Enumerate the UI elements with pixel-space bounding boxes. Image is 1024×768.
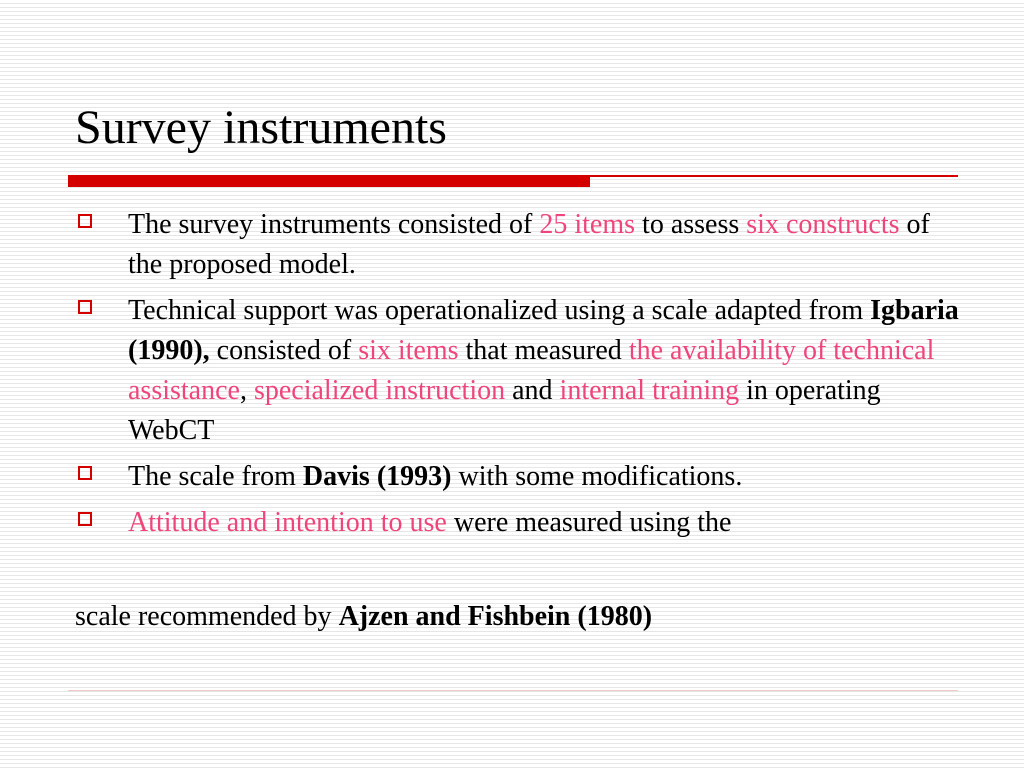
bullet-item	[75, 457, 965, 497]
highlighted-text: Attitude and intention to use	[128, 507, 447, 538]
title-underline-thin	[590, 175, 958, 177]
bullet-text-segment: and	[505, 375, 560, 406]
bullet-text-segment: that measured	[458, 335, 629, 366]
bullet-text-segment: The scale from	[128, 461, 303, 492]
bold-citation: Igbaria (1990),	[128, 295, 959, 366]
bullet-text-segment: in operating WebCT	[128, 375, 881, 446]
bullet-list	[75, 205, 965, 549]
highlighted-text: specialized instruction	[253, 375, 506, 406]
title-underline-thick	[68, 175, 590, 187]
highlighted-text: internal training	[559, 375, 740, 406]
bullet-item	[75, 503, 965, 543]
bullet-text	[128, 209, 930, 280]
bullet-text-segment: to assess	[635, 209, 747, 240]
bullet-text-segment: consisted of	[209, 335, 359, 366]
slide-title: Survey instruments	[75, 101, 447, 154]
hollow-square-bullet-icon	[78, 466, 92, 480]
footer-divider	[68, 690, 958, 691]
bullet-item	[75, 291, 965, 451]
continuation-text: scale recommended by	[75, 601, 339, 632]
bullet-text	[128, 461, 742, 492]
bullet-text-segment: Technical support was operationalized using a scale adapted from	[128, 295, 871, 326]
highlighted-text: 25 items	[539, 209, 636, 240]
highlighted-text: six constructs	[746, 209, 900, 240]
bullet-text-segment: with some modifications.	[451, 461, 743, 492]
hollow-square-bullet-icon	[78, 214, 92, 228]
bullet-text	[128, 295, 959, 446]
bullet-item	[75, 205, 965, 285]
bold-citation: Ajzen and Fishbein (1980)	[338, 601, 653, 632]
bullet-text-segment: were measured using the	[446, 507, 732, 538]
bullet-text-segment: ,	[239, 375, 254, 406]
hollow-square-bullet-icon	[78, 512, 92, 526]
bullet-text	[128, 507, 731, 538]
continuation-line	[75, 597, 652, 637]
bold-citation: Davis (1993)	[302, 461, 452, 492]
highlighted-text: the availability of technical assistance	[128, 335, 935, 406]
bullet-text-segment: The survey instruments consisted of	[128, 209, 540, 240]
bullet-text-segment: of the proposed model.	[128, 209, 930, 280]
highlighted-text: six items	[358, 335, 459, 366]
hollow-square-bullet-icon	[78, 300, 92, 314]
